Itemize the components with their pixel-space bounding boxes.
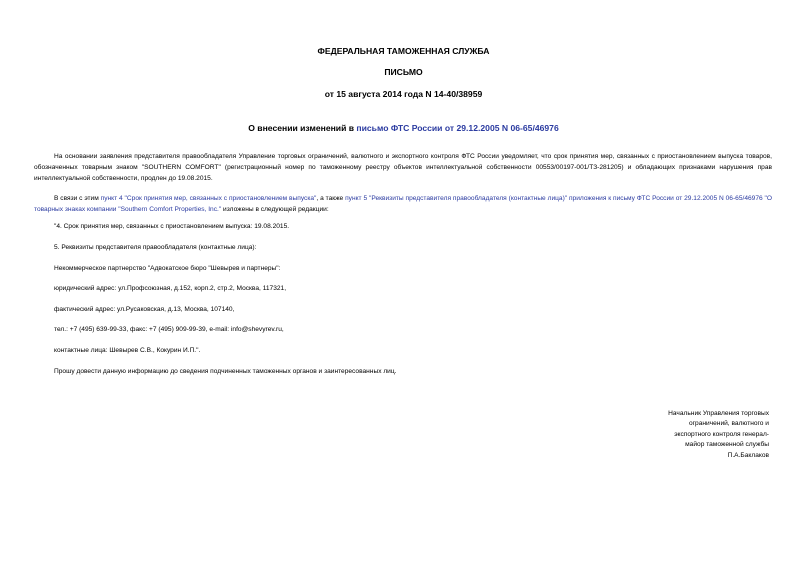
request-line: Прошу довести данную информацию до сведения подчиненных таможенных органов и заинтересованных лиц. <box>54 368 397 375</box>
p2-text-c: изложены в следующей редакции: <box>221 206 329 213</box>
item-4-line: "4. Срок принятия мер, связанных с приостановлением выпуска: 19.08.2015. <box>54 223 290 230</box>
p2-link-item-5[interactable]: пункт 5 "Реквизиты представителя правообладателя (контактные лица)" приложения к письму ФТС России от 29.12.2005 N 06-65/46976 "О товарных знаках компании "Southern Comfort Properties, Inc." <box>34 195 772 213</box>
signature-line-4: майор таможенной службы <box>685 441 769 449</box>
document-date-number: от 15 августа 2014 года N 14-40/38959 <box>324 89 483 99</box>
signature-line-3: экспортного контроля генерал- <box>674 430 769 438</box>
signature-line-2: ограничений, валютного и <box>688 420 769 428</box>
paragraph-1: На основании заявления представителя правообладателя Управление торговых ограничений, валютного и экспортного контроля ФТС России уведомляет, что срок принятия мер, связанных с приостановлением выпуска товаров, обозначенных товарным знаком "SOUTHERN COMFORT" (регистрационный номер по таможенному реестру объектов интеллектуальной собственности 00553/00197-001/ТЗ-281205) и обладающих признаками нарушения прав интеллектуальной собственности, продлен до 19.08.2015. <box>34 153 772 182</box>
agency-title: ФЕДЕРАЛЬНАЯ ТАМОЖЕННАЯ СЛУЖБА <box>317 46 490 56</box>
document-subject <box>0 123 807 133</box>
p2-text-b: , а также <box>316 195 346 202</box>
p2-text-a: В связи с этим <box>54 195 101 202</box>
item-5-line: 5. Реквизиты представителя правообладателя (контактные лица): <box>54 244 257 251</box>
legal-address-line: юридический адрес: ул.Профсоюзная, д.152, корп.2, стр.2, Москва, 117321, <box>54 285 287 292</box>
paragraph-2 <box>34 193 772 215</box>
contacts-phone-line: тел.: +7 (495) 639-99-33, факс: +7 (495) 909-99-39, e-mail: info@shevyrev.ru, <box>54 326 284 333</box>
signer-name: П.А.Баклаков <box>727 451 769 459</box>
actual-address-line: фактический адрес: ул.Русаковская, д.13, Москва, 107140, <box>54 306 235 313</box>
partnership-line: Некоммерческое партнерство "Адвокатское бюро "Шевырев и партнеры": <box>54 265 281 272</box>
p2-link-item-4[interactable]: пункт 4 "Срок принятия мер, связанных с приостановлением выпуска" <box>100 195 317 202</box>
signature-block <box>569 409 769 461</box>
signature-line-1: Начальник Управления торговых <box>668 410 769 417</box>
subject-link[interactable]: письмо ФТС России от 29.12.2005 N 06-65/46976 <box>356 123 559 133</box>
subject-prefix: О внесении изменений в <box>248 123 357 133</box>
contact-persons-line: контактные лица: Шевырев С.В., Кокурин И.П.". <box>54 347 201 354</box>
document-type: ПИСЬМО <box>384 67 423 77</box>
